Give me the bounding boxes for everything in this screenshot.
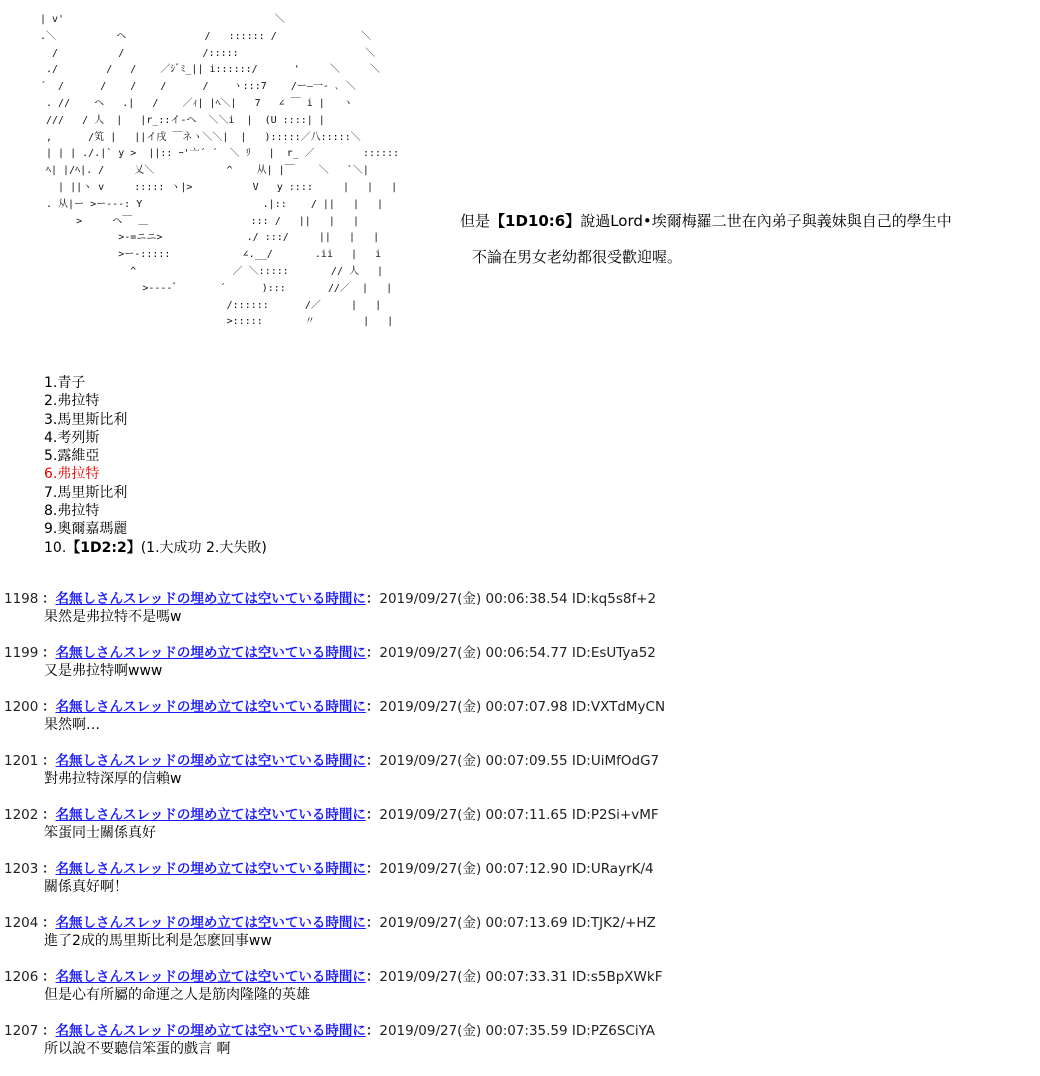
post-header (4, 590, 1034, 608)
separator: ： (365, 1023, 380, 1039)
post (4, 1022, 1034, 1076)
post-id: ID:kq5s8f+2 (571, 591, 657, 607)
post-header (4, 914, 1034, 932)
post-header (4, 1022, 1034, 1040)
narration-text: 說過Lord•埃爾梅羅二世在內弟子與義妹與自己的學生中 (580, 212, 952, 230)
post-id: ID:PZ6SCiYA (571, 1023, 656, 1039)
separator: ： (42, 699, 56, 715)
poster-name-link[interactable]: 名無しさんスレッドの埋め立ては空いている時間に (55, 969, 366, 985)
post-body: 所以說不要聽信笨蛋的戲言 啊 (44, 1041, 231, 1057)
post-header (4, 698, 1034, 716)
choice-item: 9.奧爾嘉瑪麗 (44, 521, 128, 538)
post-body: 對弗拉特深厚的信賴w (44, 771, 182, 787)
post-body: 果然是弗拉特不是嗎w (44, 609, 182, 625)
post-number: 1199 (4, 645, 39, 661)
separator: ： (42, 807, 56, 823)
post-number: 1202 (4, 807, 39, 823)
post-number: 1204 (4, 915, 39, 931)
poster-name-link[interactable]: 名無しさんスレッドの埋め立ては空いている時間に (55, 699, 366, 715)
choice-item: 7.馬里斯比利 (44, 484, 128, 501)
post-body: 關係真好啊！ (44, 879, 128, 895)
post (4, 698, 1034, 752)
separator: ： (42, 915, 56, 931)
poster-name-link[interactable]: 名無しさんスレッドの埋め立ては空いている時間に (55, 645, 366, 661)
poster-name-link[interactable]: 名無しさんスレッドの埋め立ては空いている時間に (55, 807, 366, 823)
separator: ： (365, 645, 380, 661)
poster-name-link[interactable]: 名無しさんスレッドの埋め立ては空いている時間に (55, 1023, 366, 1039)
post-id: ID:EsUTya52 (571, 645, 656, 661)
post-datetime: 2019/09/27(金) 00:07:13.69 (379, 915, 568, 931)
poster-name-link[interactable]: 名無しさんスレッドの埋め立ては空いている時間に (55, 753, 366, 769)
post (4, 590, 1034, 644)
post-datetime: 2019/09/27(金) 00:06:54.77 (379, 645, 568, 661)
post (4, 914, 1034, 968)
post-number: 1207 (4, 1023, 39, 1039)
choice-list (44, 374, 444, 557)
post-body: 進了2成的馬里斯比利是怎麽回事ww (44, 933, 272, 949)
post (4, 752, 1034, 806)
choice-number: 10. (44, 539, 67, 556)
poster-name-link[interactable]: 名無しさんスレッドの埋め立ては空いている時間に (55, 591, 366, 607)
post (4, 968, 1034, 1022)
post-body: 果然啊… (44, 717, 100, 733)
choice-text: (1.大成功 2.大失敗) (140, 539, 267, 556)
post-header (4, 752, 1034, 770)
separator: ： (42, 1023, 56, 1039)
separator: ： (365, 591, 380, 607)
separator: ： (42, 861, 56, 877)
narration (460, 212, 1020, 267)
separator: ： (42, 591, 56, 607)
post-header (4, 860, 1034, 878)
dice-result: 【1D10:6】 (490, 212, 581, 230)
post-number: 1201 (4, 753, 39, 769)
post-datetime: 2019/09/27(金) 00:07:11.65 (379, 807, 568, 823)
post-number: 1206 (4, 969, 39, 985)
post-id: ID:UiMfOdG7 (571, 753, 660, 769)
separator: ： (365, 753, 380, 769)
post-id: ID:VXTdMyCN (571, 699, 666, 715)
post-id: ID:TJK2/+HZ (571, 915, 656, 931)
separator: ： (365, 699, 380, 715)
choice-item: 3.馬里斯比利 (44, 411, 128, 428)
narration-line-2: 不論在男女老幼都很受歡迎喔。 (472, 248, 683, 266)
narration-text: 但是 (460, 212, 491, 230)
post-number: 1200 (4, 699, 39, 715)
post-datetime: 2019/09/27(金) 00:06:38.54 (379, 591, 568, 607)
poster-name-link[interactable]: 名無しさんスレッドの埋め立ては空いている時間に (55, 915, 366, 931)
narration-line-1 (460, 212, 1020, 231)
post-datetime: 2019/09/27(金) 00:07:12.90 (379, 861, 568, 877)
separator: ： (365, 969, 380, 985)
choice-item: 6.弗拉特 (44, 466, 100, 483)
post-number: 1203 (4, 861, 39, 877)
separator: ： (42, 969, 56, 985)
choice-item: 1.青子 (44, 375, 86, 391)
post (4, 860, 1034, 914)
post-header (4, 806, 1034, 824)
post-id: ID:URayrK/4 (571, 861, 654, 877)
choice-item: 5.露維亞 (44, 448, 100, 465)
post-body: 笨蛋同士關係真好 (44, 825, 156, 841)
post-datetime: 2019/09/27(金) 00:07:07.98 (379, 699, 568, 715)
choice-item-10 (44, 539, 444, 557)
post-list (4, 590, 1034, 1076)
choice-item: 4.考列斯 (44, 429, 100, 446)
choice-item: 8.弗拉特 (44, 503, 100, 520)
post-id: ID:P2Si+vMF (571, 807, 659, 823)
post-number: 1198 (4, 591, 39, 607)
poster-name-link[interactable]: 名無しさんスレッドの埋め立ては空いている時間に (55, 861, 366, 877)
post (4, 806, 1034, 860)
post-header (4, 968, 1034, 986)
separator: ： (42, 753, 56, 769)
separator: ： (365, 915, 380, 931)
post-datetime: 2019/09/27(金) 00:07:09.55 (379, 753, 568, 769)
post-datetime: 2019/09/27(金) 00:07:35.59 (379, 1023, 568, 1039)
choice-item: 2.弗拉特 (44, 393, 100, 410)
separator: ： (42, 645, 56, 661)
post-datetime: 2019/09/27(金) 00:07:33.31 (379, 969, 568, 985)
post-body: 又是弗拉特啊www (44, 663, 163, 679)
post (4, 644, 1034, 698)
separator: ： (365, 807, 380, 823)
ascii-art: | v' ＼ .＼ ヘ / :::::: / ＼ / / /::::: ＼ ./ / / ／ｼﾞﾐ_|| i::::::/ ' ＼ ＼ ´ / / / / / ヽ:::7 /ー―一‐ ､ ＼ . // ヘ .| / ／ｨ| |ﾍ＼| 7 ∠ ￣ i | ヽ /// / 人 | |r_::イ‐ヘ ＼＼i | (U ::::| | , /笂 | ||イ戌 ￣ネヽ＼＼| | ):::::／八:::::＼ | | | ./.|` y > ||:: ｰ'亠´ ´ ＼ ﾘ | r_ ／ :::::: ﾍ| |/ﾍ|. / 乂＼ ^ 从| |￣ ＼ `＼| | ||ヽ v ::::: ヽ|> V y :::: | | | . 从|ー >ー‐‐‐: Y .|:: / || | | > ヘ￣ ＿ ::: / || | | >‐=ニニ> ./ :::/ || | | >ー‐::::: ∠.__/ .ii | i ^ ／ ＼::::: // 人 | >‐‐‐‐ﾞ ´ )::: //／ | | /:::::: /／ | | >::::: 〃 | | (40, 14, 400, 328)
post-header (4, 644, 1034, 662)
post-id: ID:s5BpXWkF (571, 969, 663, 985)
dice-result: 【1D2:2】 (66, 539, 141, 556)
separator: ： (365, 861, 380, 877)
post-body: 但是心有所屬的命運之人是筋肉隆隆的英雄 (44, 987, 310, 1003)
